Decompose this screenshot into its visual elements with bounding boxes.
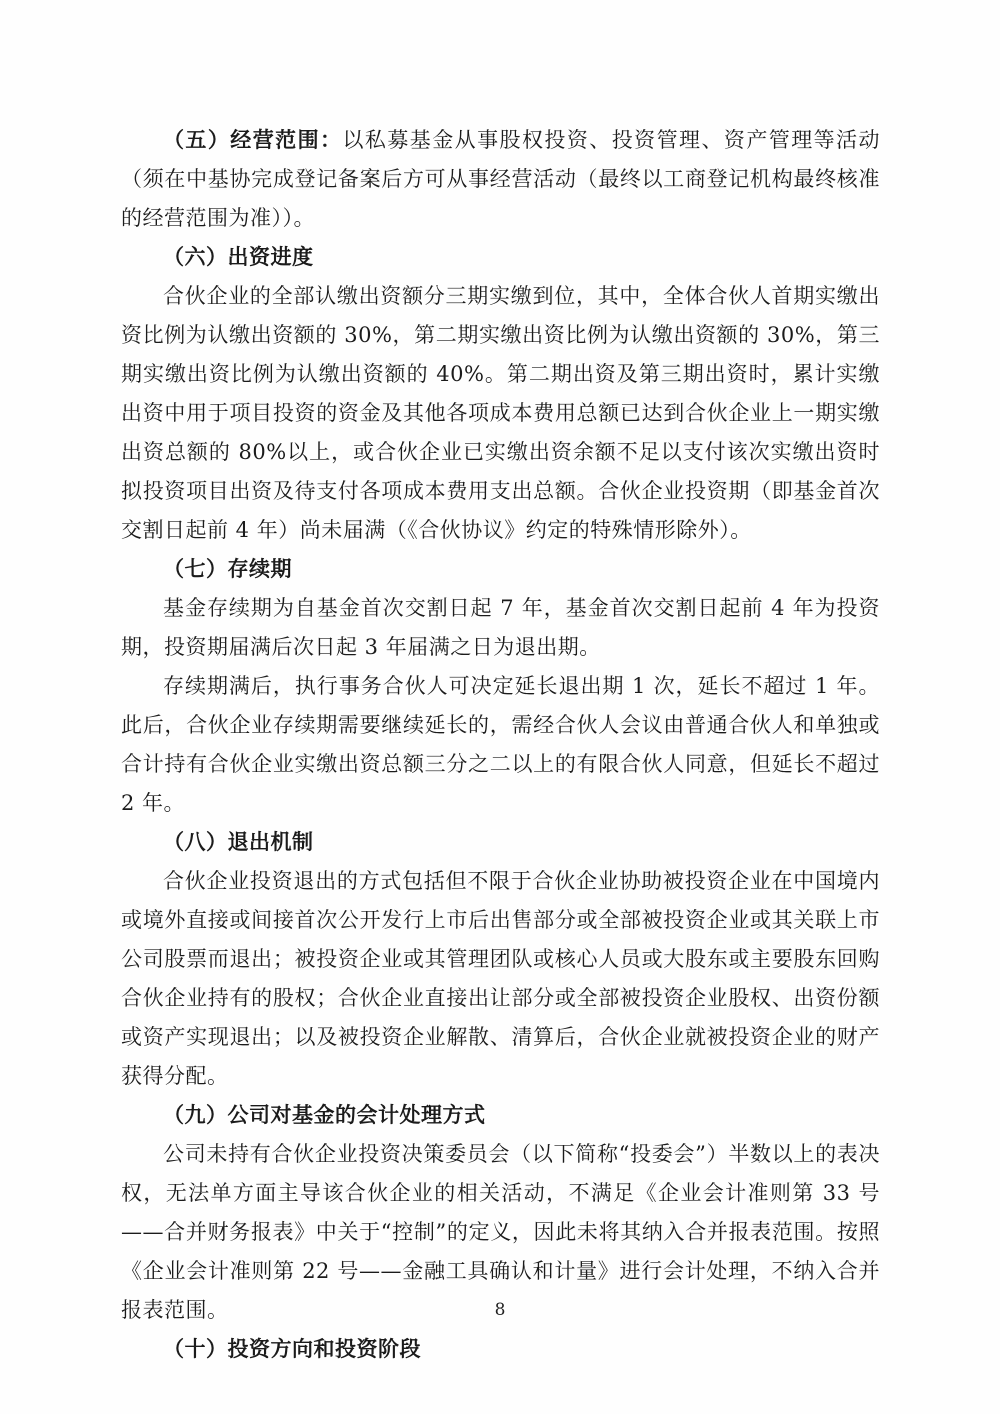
section-heading-accounting-treatment: （九）公司对基金的会计处理方式	[163, 1103, 486, 1127]
section-heading-investment-direction: （十）投资方向和投资阶段	[163, 1337, 421, 1361]
document-content	[121, 121, 880, 1369]
section-heading-exit-mechanism: （八）退出机制	[163, 830, 314, 854]
paragraph-exit-mechanism: 合伙企业投资退出的方式包括但不限于合伙企业协助被投资企业在中国境内或境外直接或间接首次公开发行上市后出售部分或全部被投资企业或其关联上市公司股票而退出；被投资企业或其管理团队或核心人员或大股东或主要股东回购合伙企业持有的股权；合伙企业直接出让部分或全部被投资企业股权、出资份额或资产实现退出；以及被投资企业解散、清算后，合伙企业就被投资企业的财产获得分配。	[121, 869, 880, 1088]
paragraph-text-business-scope: 以私募基金从事股权投资、投资管理、资产管理等活动（须在中基协完成登记备案后方可从事经营活动（最终以工商登记机构最终核准的经营范围为准））。	[121, 128, 880, 230]
section-heading-duration: （七）存续期	[163, 557, 292, 581]
paragraph-duration-terms: 基金存续期为自基金首次交割日起 7 年，基金首次交割日起前 4 年为投资期，投资期届满后次日起 3 年届满之日为退出期。	[121, 596, 880, 659]
paragraph-duration-extension: 存续期满后，执行事务合伙人可决定延长退出期 1 次，延长不超过 1 年。此后，合伙企业存续期需要继续延长的，需经合伙人会议由普通合伙人和单独或合计持有合伙企业实缴出资总额三分之二以上的有限合伙人同意，但延长不超过 2 年。	[121, 674, 880, 815]
inline-section-heading-business-scope: （五）经营范围：	[163, 128, 343, 152]
paragraph-business-scope	[121, 121, 880, 238]
paragraph-contribution-schedule: 合伙企业的全部认缴出资额分三期实缴到位，其中，全体合伙人首期实缴出资比例为认缴出资额的 30%，第二期实缴出资比例为认缴出资额的 30%，第三期实缴出资比例为认缴出资额的 40%。第二期出资及第三期出资时，累计实缴出资中用于项目投资的资金及其他各项成本费用总额已达到合伙企业上一期实缴出资总额的 80%以上，或合伙企业已实缴出资余额不足以支付该次实缴出资时拟投资项目出资及待支付各项成本费用支出总额。合伙企业投资期（即基金首次交割日起前 4 年）尚未届满（《合伙协议》约定的特殊情形除外）。	[121, 284, 880, 542]
page-number: 8	[494, 1300, 506, 1320]
paragraph-accounting-treatment: 公司未持有合伙企业投资决策委员会（以下简称“投委会”）半数以上的表决权，无法单方面主导该合伙企业的相关活动，不满足《企业会计准则第 33 号——合并财务报表》中关于“控制”的定义，因此未将其纳入合并报表范围。按照《企业会计准则第 22 号——金融工具确认和计量》进行会计处理，不纳入合并报表范围。	[121, 1142, 880, 1322]
section-heading-contribution-schedule: （六）出资进度	[163, 245, 314, 269]
